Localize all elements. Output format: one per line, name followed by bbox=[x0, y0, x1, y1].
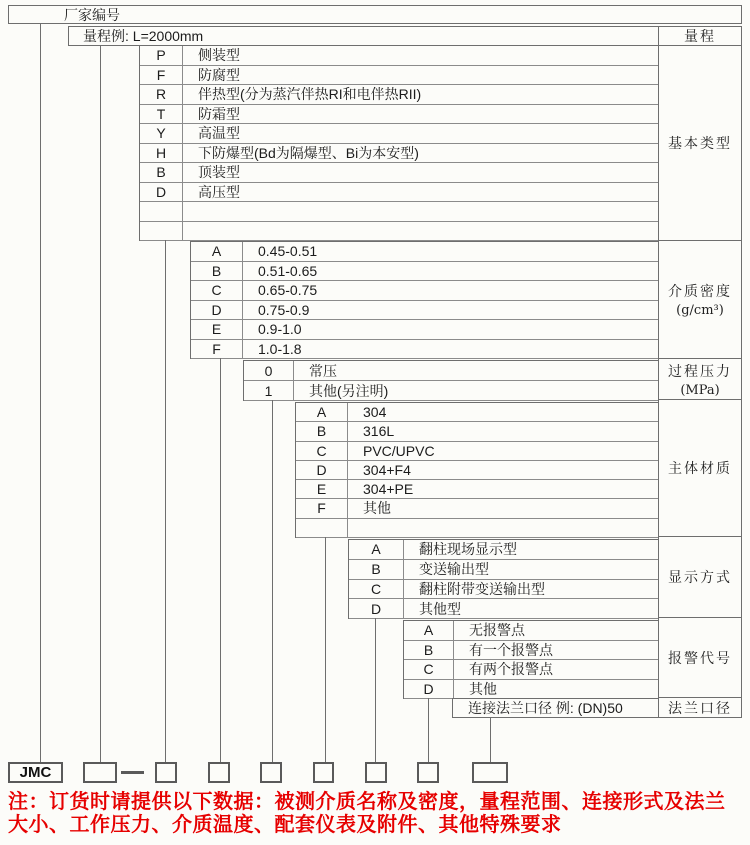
table-row bbox=[404, 680, 658, 700]
label-display-mode: 显示方式 bbox=[659, 537, 741, 618]
desc-cell: 防腐型 bbox=[198, 66, 240, 83]
desc-cell: 翻柱附带变送输出型 bbox=[419, 580, 545, 597]
code-cell: A bbox=[349, 540, 404, 559]
table-row bbox=[404, 621, 658, 641]
basic-type-table bbox=[139, 45, 659, 241]
code-cell bbox=[140, 222, 183, 241]
desc-cell: 0.9-1.0 bbox=[258, 321, 302, 338]
table-row bbox=[296, 442, 658, 461]
code-cell: F bbox=[140, 66, 183, 85]
table-row bbox=[140, 144, 658, 164]
code-box-display bbox=[365, 762, 387, 783]
table-row bbox=[140, 163, 658, 183]
table-row bbox=[140, 124, 658, 144]
table-row bbox=[191, 242, 658, 262]
table-row bbox=[191, 301, 658, 321]
table-row bbox=[296, 461, 658, 480]
flange-size-row bbox=[452, 698, 659, 718]
code-cell: D bbox=[296, 461, 348, 479]
table-row bbox=[296, 499, 658, 518]
code-cell: F bbox=[296, 499, 348, 517]
code-cell: A bbox=[296, 403, 348, 421]
table-row bbox=[349, 540, 658, 560]
code-cell: D bbox=[140, 183, 183, 202]
table-row bbox=[140, 85, 658, 105]
table-row bbox=[140, 105, 658, 125]
code-cell: H bbox=[140, 144, 183, 163]
process-pressure-table bbox=[243, 360, 659, 401]
factory-code-label: 厂家编号 bbox=[64, 6, 120, 23]
desc-cell: 304+PE bbox=[363, 481, 414, 498]
desc-cell: 其他 bbox=[469, 680, 497, 697]
table-row bbox=[191, 281, 658, 301]
code-box-basic-type bbox=[155, 762, 177, 783]
code-cell: A bbox=[404, 621, 454, 640]
label-flange-size: 法兰口径 bbox=[659, 698, 741, 718]
connector-line-basic-type bbox=[165, 240, 166, 762]
desc-cell: 其他 bbox=[363, 500, 391, 517]
alarm-code-table bbox=[403, 620, 659, 699]
table-row bbox=[404, 641, 658, 661]
range-example-box bbox=[68, 26, 659, 46]
table-row bbox=[296, 519, 658, 538]
table-row bbox=[140, 202, 658, 222]
code-cell: C bbox=[349, 580, 404, 599]
desc-cell: 1.0-1.8 bbox=[258, 340, 302, 357]
desc-cell: 常压 bbox=[309, 362, 337, 379]
model-code-dash bbox=[121, 771, 144, 774]
code-cell: 0 bbox=[244, 361, 294, 380]
connector-line-density bbox=[220, 358, 221, 762]
model-prefix: JMC bbox=[19, 764, 52, 781]
table-row bbox=[296, 403, 658, 422]
label-basic-type: 基本类型 bbox=[659, 46, 741, 241]
desc-cell: 304+F4 bbox=[363, 461, 411, 478]
code-cell: D bbox=[191, 301, 243, 320]
desc-cell: 侧装型 bbox=[198, 47, 240, 64]
desc-cell: 0.51-0.65 bbox=[258, 262, 318, 279]
connector-line-display bbox=[375, 618, 376, 762]
body-material-table bbox=[295, 402, 659, 538]
range-example-label: 量程例: L=2000mm bbox=[83, 28, 204, 44]
connector-line-material bbox=[325, 537, 326, 762]
table-row bbox=[244, 381, 658, 401]
code-cell: F bbox=[191, 340, 243, 359]
label-alarm-code: 报警代号 bbox=[659, 618, 741, 698]
ordering-note-line2: 大小、工作压力、介质温度、配套仪表及附件、其他特殊要求 bbox=[8, 814, 562, 836]
code-cell: D bbox=[349, 599, 404, 618]
desc-cell: 0.45-0.51 bbox=[258, 243, 318, 260]
category-label-column bbox=[658, 26, 742, 718]
table-row bbox=[404, 660, 658, 680]
code-cell: 1 bbox=[244, 381, 294, 400]
desc-cell: 316L bbox=[363, 423, 395, 440]
code-cell: C bbox=[404, 660, 454, 679]
code-cell: P bbox=[140, 46, 183, 65]
code-cell: B bbox=[140, 163, 183, 182]
desc-cell: 304 bbox=[363, 404, 387, 421]
desc-cell: 顶装型 bbox=[198, 164, 240, 181]
desc-cell: 其他型 bbox=[419, 600, 461, 617]
code-cell: E bbox=[191, 320, 243, 339]
table-row bbox=[191, 262, 658, 282]
table-row bbox=[349, 560, 658, 580]
desc-cell: 高温型 bbox=[198, 125, 240, 142]
flange-size-text: 连接法兰口径 例: (DN)50 bbox=[468, 700, 623, 716]
code-cell: Y bbox=[140, 124, 183, 143]
table-row bbox=[191, 320, 658, 340]
factory-code-box bbox=[8, 5, 742, 24]
model-prefix-box bbox=[8, 762, 63, 783]
code-box-range bbox=[83, 762, 117, 783]
desc-cell: 变送输出型 bbox=[419, 561, 489, 578]
label-medium-density: 介质密度 (g/cm³) bbox=[659, 241, 741, 359]
code-cell: B bbox=[404, 641, 454, 660]
ordering-note bbox=[8, 791, 746, 837]
desc-cell: 下防爆型(Bd为隔爆型、Bi为本安型) bbox=[198, 144, 419, 161]
connector-line-factory bbox=[40, 23, 41, 762]
label-body-material: 主体材质 bbox=[659, 400, 741, 537]
desc-cell: PVC/UPVC bbox=[363, 442, 435, 459]
code-cell: D bbox=[404, 680, 454, 699]
code-cell bbox=[296, 519, 348, 537]
medium-density-table bbox=[190, 241, 659, 359]
code-cell: A bbox=[191, 242, 243, 261]
table-row bbox=[296, 480, 658, 499]
ordering-note-line1: 注：订货时请提供以下数据：被测介质名称及密度，量程范围、连接形式及法兰 bbox=[8, 791, 726, 813]
code-cell: B bbox=[349, 560, 404, 579]
desc-cell: 0.75-0.9 bbox=[258, 301, 310, 318]
code-cell: C bbox=[191, 281, 243, 300]
table-row bbox=[140, 183, 658, 203]
connector-line-flange bbox=[490, 718, 491, 762]
desc-cell: 防霜型 bbox=[198, 105, 240, 122]
label-process-pressure: 过程压力 (MPa) bbox=[659, 359, 741, 400]
code-cell: B bbox=[191, 262, 243, 281]
table-row bbox=[349, 580, 658, 600]
code-cell bbox=[140, 202, 183, 221]
connector-line-alarm bbox=[428, 698, 429, 762]
desc-cell: 伴热型(分为蒸汽伴热RI和电伴热RII) bbox=[198, 86, 422, 103]
table-row bbox=[296, 422, 658, 441]
code-box-material bbox=[313, 762, 334, 783]
connector-line-range bbox=[100, 45, 101, 762]
table-row bbox=[244, 361, 658, 381]
table-row bbox=[140, 66, 658, 86]
code-box-alarm bbox=[417, 762, 439, 783]
code-box-pressure bbox=[260, 762, 282, 783]
desc-cell: 有两个报警点 bbox=[469, 661, 553, 678]
code-box-density bbox=[208, 762, 230, 783]
table-row bbox=[191, 340, 658, 360]
desc-cell: 其他(另注明) bbox=[309, 382, 389, 399]
code-cell: T bbox=[140, 105, 183, 124]
desc-cell: 有一个报警点 bbox=[469, 641, 553, 658]
code-cell: C bbox=[296, 442, 348, 460]
code-cell: R bbox=[140, 85, 183, 104]
desc-cell: 高压型 bbox=[198, 183, 240, 200]
table-row bbox=[140, 222, 658, 242]
code-cell: B bbox=[296, 422, 348, 440]
table-row bbox=[140, 46, 658, 66]
desc-cell: 无报警点 bbox=[469, 622, 525, 639]
display-mode-table bbox=[348, 539, 659, 619]
connector-line-pressure bbox=[272, 400, 273, 762]
desc-cell: 翻柱现场显示型 bbox=[419, 541, 517, 558]
label-range: 量程 bbox=[659, 27, 741, 46]
code-box-flange bbox=[472, 762, 508, 783]
table-row bbox=[349, 599, 658, 619]
code-cell: E bbox=[296, 480, 348, 498]
desc-cell: 0.65-0.75 bbox=[258, 282, 318, 299]
